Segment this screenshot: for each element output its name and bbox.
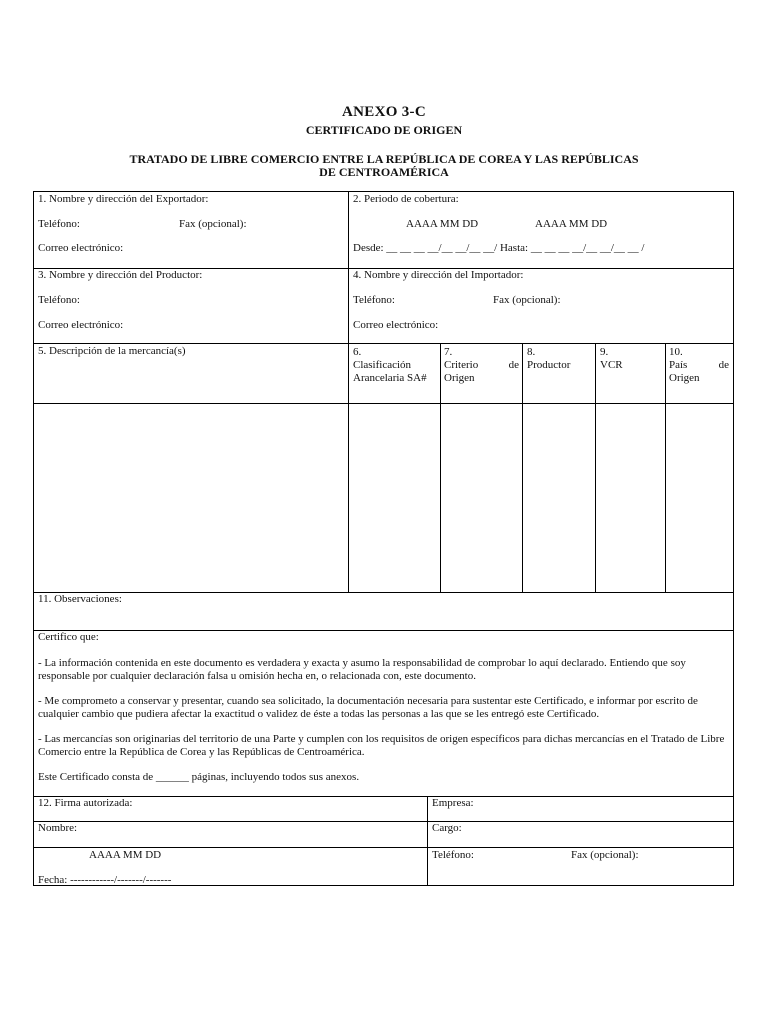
page-title: ANEXO 3-C (342, 104, 426, 120)
tariff-classification-header (353, 346, 437, 385)
producer-email[interactable]: Correo electrónico: (38, 319, 124, 331)
certification-paragraph-2: - Me comprometo a conservar y presentar, cuando sea solicitado, la documentación necesaria para sustentar este Certificado, e informar por escrito de cualquier cambio que pudiera afectar la exactitud o validez de éste a todas las personas a las que se les entregó este Certificado. (38, 695, 698, 720)
producer-phone[interactable]: Teléfono: (38, 294, 80, 306)
producer-label: 3. Nombre y dirección del Productor: (38, 269, 203, 281)
certification-pages: Este Certificado consta de ______ páginas, incluyendo todos sus anexos. (38, 771, 360, 783)
col10-word2: de (718, 359, 729, 371)
row-divider (34, 821, 733, 822)
certification-intro: Certifico que: (38, 631, 99, 643)
signature-phone-field[interactable]: Teléfono: (432, 849, 474, 861)
col7-word1: Criterio (444, 359, 479, 371)
goods-description-header: 5. Descripción de la mercancía(s) (38, 345, 186, 357)
col10-line1 (669, 359, 729, 372)
origin-criterion-cell[interactable] (441, 404, 522, 592)
goods-description-cell[interactable] (34, 404, 348, 592)
importer-label: 4. Nombre y dirección del Importador: (353, 269, 524, 281)
col6-number: 6. (353, 346, 362, 358)
col10-line2: Origen (669, 372, 700, 384)
country-of-origin-header (669, 346, 729, 385)
producer-cell[interactable] (523, 404, 595, 592)
rvc-cell[interactable] (596, 404, 665, 592)
coverage-label: 2. Periodo de cobertura: (353, 193, 459, 205)
row-divider (34, 796, 733, 797)
row-divider (34, 592, 733, 593)
col7-number: 7. (444, 346, 453, 358)
treaty-title-text: TRATADO DE LIBRE COMERCIO ENTRE LA REPÚBLICA DE COREA Y LAS REPÚBLICAS DE CENTROAMÉRICA (129, 152, 639, 179)
importer-fax[interactable]: Fax (opcional): (493, 294, 561, 306)
country-of-origin-cell[interactable] (666, 404, 733, 592)
certification-paragraph-1: - La información contenida en este documento es verdadera y exacta y asumo la responsabilidad de comprobar lo aquí declarado. Entiendo que soy responsable por cualquier declaración falsa u omisión hecha en, o relacionada con, este documento. (38, 657, 686, 682)
rvc-column-header (600, 346, 662, 372)
signature-date-format: AAAA MM DD (89, 849, 162, 861)
exporter-label: 1. Nombre y dirección del Exportador: (38, 193, 209, 205)
col6-line1: Clasificación (353, 359, 412, 371)
producer-column-header (527, 346, 592, 372)
col6-line2: Arancelaria SA# (353, 372, 427, 384)
col9-line1: VCR (600, 359, 623, 371)
coverage-from-to-field[interactable]: Desde: __ __ __ __/__ __/__ __/ Hasta: __ __ __ __/__ __/__ __ / (353, 242, 645, 254)
tariff-classification-cell[interactable] (349, 404, 440, 592)
col8-line1: Productor (527, 359, 571, 371)
signature-date-field[interactable]: Fecha: ------------/-------/------- (38, 874, 172, 886)
signature-fax-field[interactable]: Fax (opcional): (571, 849, 639, 861)
row-divider (34, 343, 733, 344)
col10-number: 10. (669, 346, 683, 358)
importer-email[interactable]: Correo electrónico: (353, 319, 439, 331)
coverage-date-format-to: AAAA MM DD (535, 218, 608, 230)
position-field[interactable]: Cargo: (432, 822, 462, 834)
origin-criterion-header (444, 346, 519, 385)
row-divider (34, 847, 733, 848)
observations-label: 11. Observaciones: (38, 593, 122, 605)
name-field[interactable]: Nombre: (38, 822, 78, 834)
col7-line2: Origen (444, 372, 475, 384)
certification-paragraph-3: - Las mercancías son originarias del territorio de una Parte y cumplen con los requisitos de origen específicos para dichas mercancías en el Tratado de Libre Comercio entre la República de Corea y las Repúblicas de Centroamérica. (38, 733, 725, 758)
exporter-email[interactable]: Correo electrónico: (38, 242, 124, 254)
col9-number: 9. (600, 346, 609, 358)
column-divider (427, 796, 428, 885)
col7-word2: de (508, 359, 519, 371)
page-subtitle: CERTIFICADO DE ORIGEN (305, 123, 463, 137)
importer-phone[interactable]: Teléfono: (353, 294, 395, 306)
exporter-fax[interactable]: Fax (opcional): (179, 218, 247, 230)
col7-line1 (444, 359, 519, 372)
coverage-date-format-from: AAAA MM DD (406, 218, 479, 230)
certificate-form (33, 191, 734, 886)
authorized-signature-field[interactable]: 12. Firma autorizada: (38, 797, 133, 809)
company-field[interactable]: Empresa: (432, 797, 474, 809)
exporter-phone[interactable]: Teléfono: (38, 218, 80, 230)
col10-word1: País (669, 359, 688, 371)
treaty-title (0, 153, 768, 179)
col8-number: 8. (527, 346, 536, 358)
row-divider (34, 630, 733, 631)
